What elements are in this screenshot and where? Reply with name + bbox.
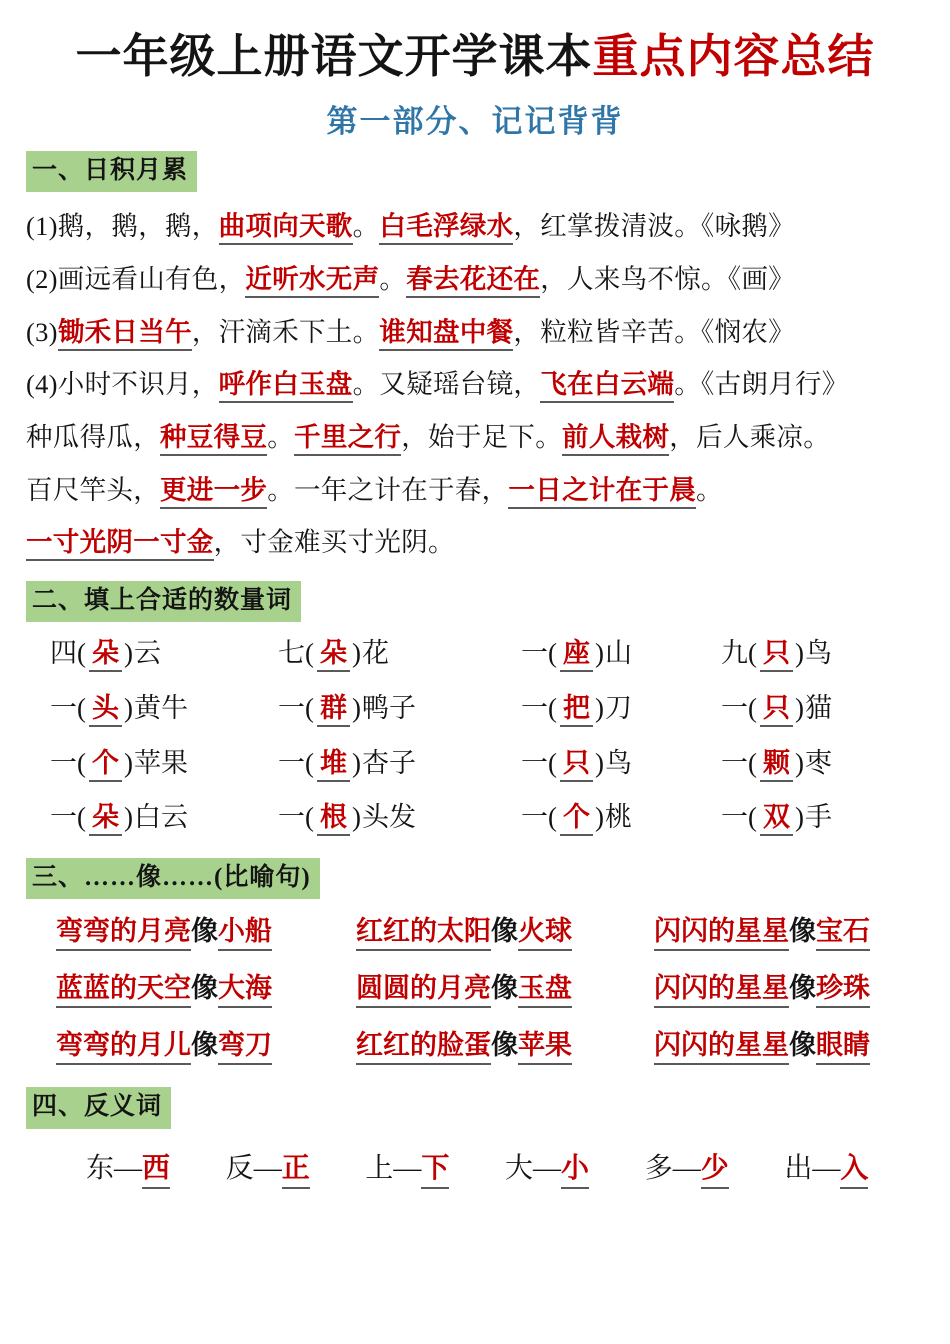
simile-subject: 闪闪的星星 — [654, 1030, 789, 1065]
quantity-number: 一 — [50, 692, 77, 723]
plain-text: 。 — [267, 421, 295, 452]
quantity-number: 一 — [721, 692, 748, 723]
measure-word-answer: 群 — [317, 693, 350, 727]
section-antonyms — [26, 1087, 924, 1184]
page-title-black: 一年级上册语文开学课本 — [75, 31, 593, 82]
simile-item — [356, 917, 654, 947]
simile-item — [654, 917, 914, 947]
paren-open: ( — [77, 747, 87, 778]
plain-text: 。《古朗月行》 — [674, 369, 849, 400]
simile-connector: 像 — [191, 916, 218, 947]
section-3-heading: 三、……像……(比喻句) — [26, 858, 320, 899]
measure-word-grid — [26, 622, 924, 858]
measure-word-item — [521, 749, 721, 779]
paren-open: ( — [548, 802, 558, 833]
measure-word-answer: 根 — [317, 802, 350, 836]
quantity-number: 一 — [521, 802, 548, 833]
plain-text: 种瓜得瓜， — [26, 421, 160, 452]
simile-object: 珍珠 — [816, 973, 870, 1008]
antonym-separator: — — [114, 1152, 143, 1184]
highlighted-phrase: 千里之行 — [294, 422, 401, 456]
antonym-right: 入 — [840, 1153, 868, 1189]
antonym-right: 少 — [701, 1153, 729, 1189]
poem-line — [26, 528, 924, 581]
quantity-number: 一 — [278, 802, 305, 833]
plain-text: ，人来鸟不惊。《画》 — [540, 263, 795, 294]
plain-text: 。 — [379, 263, 407, 294]
paren-open: ( — [548, 638, 558, 669]
page-subtitle: 第一部分、记记背背 — [326, 104, 624, 139]
antonym-pair — [645, 1154, 785, 1185]
measure-word-item — [721, 694, 901, 724]
measure-word-noun: 云 — [134, 638, 161, 669]
measure-word-answer: 双 — [760, 802, 793, 836]
plain-text: 百尺竿头， — [26, 474, 160, 505]
paren-close: ) — [352, 692, 362, 723]
antonym-pair — [784, 1154, 924, 1185]
measure-word-item — [26, 749, 278, 779]
measure-word-item — [521, 639, 721, 669]
paren-open: ( — [748, 692, 758, 723]
simile-grid — [26, 899, 924, 1087]
simile-subject: 蓝蓝的天空 — [56, 973, 191, 1008]
plain-text: 。一年之计在于春， — [267, 474, 509, 505]
paren-close: ) — [795, 802, 805, 833]
measure-word-noun: 猫 — [805, 692, 832, 723]
measure-word-item — [26, 694, 278, 724]
simile-item — [356, 1031, 654, 1061]
measure-word-answer: 朵 — [89, 638, 122, 672]
section-2-heading-wrap — [26, 581, 924, 622]
page-title — [26, 0, 924, 80]
antonym-separator: — — [253, 1152, 282, 1184]
poem-line — [26, 318, 924, 371]
measure-word-item — [26, 803, 278, 833]
simile-object: 火球 — [518, 916, 572, 951]
plain-text: ，始于足下。 — [401, 421, 563, 452]
measure-word-noun: 手 — [805, 802, 832, 833]
measure-word-item — [278, 694, 521, 724]
antonym-left: 大 — [505, 1152, 534, 1184]
poem-line — [26, 265, 924, 318]
antonym-left: 上 — [365, 1152, 394, 1184]
paren-open: ( — [305, 638, 315, 669]
paren-close: ) — [124, 638, 134, 669]
simile-object: 大海 — [218, 973, 272, 1008]
measure-word-row — [26, 694, 924, 749]
plain-text: 。 — [696, 474, 723, 505]
poem-line — [26, 370, 924, 423]
section-4-heading: 四、反义词 — [26, 1087, 171, 1128]
simile-connector: 像 — [491, 916, 518, 947]
measure-word-answer: 只 — [760, 638, 793, 672]
simile-connector: 像 — [191, 1029, 218, 1060]
measure-word-row — [26, 639, 924, 694]
section-1-heading: 一、日积月累 — [26, 151, 197, 192]
highlighted-phrase: 锄禾日当午 — [58, 317, 192, 351]
paren-close: ) — [124, 692, 134, 723]
quantity-number: 一 — [278, 747, 305, 778]
simile-object: 小船 — [218, 916, 272, 951]
measure-word-answer: 朵 — [317, 638, 350, 672]
quantity-number: 一 — [50, 802, 77, 833]
paren-close: ) — [595, 802, 605, 833]
plain-text: ，寸金难买寸光阴。 — [213, 527, 455, 558]
antonym-left: 多 — [644, 1152, 673, 1184]
antonym-separator: — — [812, 1152, 841, 1184]
paren-close: ) — [795, 692, 805, 723]
simile-row — [26, 917, 924, 974]
quantity-number: 一 — [721, 747, 748, 778]
paren-close: ) — [595, 638, 605, 669]
antonym-left: 反 — [225, 1152, 254, 1184]
simile-object: 宝石 — [816, 916, 870, 951]
paren-open: ( — [305, 747, 315, 778]
section-daily-accumulation — [26, 151, 924, 581]
quantity-number: 一 — [521, 692, 548, 723]
measure-word-noun: 杏子 — [362, 747, 416, 778]
measure-word-noun: 头发 — [362, 802, 416, 833]
paren-close: ) — [352, 802, 362, 833]
paren-close: ) — [595, 747, 605, 778]
measure-word-answer: 座 — [560, 638, 593, 672]
antonym-separator: — — [393, 1152, 422, 1184]
quantity-number: 七 — [278, 638, 305, 669]
simile-connector: 像 — [789, 916, 816, 947]
measure-word-item — [721, 803, 901, 833]
quantity-number: 一 — [721, 802, 748, 833]
measure-word-answer: 朵 — [89, 802, 122, 836]
measure-word-answer: 颗 — [760, 748, 793, 782]
paren-open: ( — [305, 802, 315, 833]
plain-text: 。 — [352, 211, 380, 242]
measure-word-row — [26, 803, 924, 858]
plain-text: (2)画远看山有色， — [26, 263, 246, 294]
poem-line — [26, 476, 924, 529]
simile-item — [654, 1031, 914, 1061]
measure-word-answer: 头 — [89, 693, 122, 727]
plain-text: 。又疑瑶台镜， — [352, 369, 541, 400]
antonym-pair — [505, 1154, 645, 1185]
highlighted-phrase: 春去花还在 — [406, 264, 540, 298]
measure-word-item — [521, 694, 721, 724]
simile-connector: 像 — [789, 1029, 816, 1060]
paren-open: ( — [548, 692, 558, 723]
paren-open: ( — [305, 692, 315, 723]
highlighted-phrase: 呼作白玉盘 — [219, 369, 353, 403]
antonym-right: 小 — [561, 1153, 589, 1189]
simile-subject: 弯弯的月亮 — [56, 916, 191, 951]
measure-word-item — [721, 749, 901, 779]
measure-word-row — [26, 749, 924, 804]
plain-text: (3) — [26, 316, 58, 347]
paren-open: ( — [77, 638, 87, 669]
simile-object: 苹果 — [518, 1030, 572, 1065]
simile-subject: 红红的脸蛋 — [356, 1030, 491, 1065]
measure-word-item — [26, 639, 278, 669]
simile-object: 眼睛 — [816, 1030, 870, 1065]
page-title-red: 重点内容总结 — [592, 31, 875, 82]
poem-line — [26, 423, 924, 476]
section-4-heading-wrap — [26, 1087, 924, 1128]
antonym-separator: — — [672, 1152, 701, 1184]
section-measure-words — [26, 581, 924, 858]
highlighted-phrase: 种豆得豆 — [160, 422, 267, 456]
paren-close: ) — [795, 747, 805, 778]
measure-word-noun: 鸟 — [605, 747, 632, 778]
antonym-pair — [86, 1154, 226, 1185]
highlighted-phrase: 更进一步 — [160, 475, 267, 509]
measure-word-noun: 鸟 — [805, 638, 832, 669]
paren-open: ( — [77, 692, 87, 723]
simile-row — [26, 974, 924, 1031]
simile-item — [26, 974, 356, 1004]
measure-word-item — [278, 749, 521, 779]
simile-row — [26, 1031, 924, 1088]
simile-subject: 闪闪的星星 — [654, 973, 789, 1008]
simile-connector: 像 — [491, 972, 518, 1003]
highlighted-phrase: 飞在白云端 — [540, 369, 674, 403]
plain-text: (1)鹅，鹅，鹅， — [26, 211, 219, 242]
measure-word-noun: 桃 — [605, 802, 632, 833]
antonym-pair — [365, 1154, 505, 1185]
paren-close: ) — [352, 747, 362, 778]
antonym-pair — [226, 1154, 366, 1185]
quantity-number: 一 — [50, 747, 77, 778]
measure-word-answer: 只 — [760, 693, 793, 727]
section-1-heading-wrap — [26, 151, 924, 192]
measure-word-noun: 白云 — [134, 802, 188, 833]
quantity-number: 九 — [721, 638, 748, 669]
paren-close: ) — [795, 638, 805, 669]
measure-word-noun: 山 — [605, 638, 632, 669]
measure-word-item — [278, 639, 521, 669]
antonym-row — [26, 1129, 924, 1185]
highlighted-phrase: 近听水无声 — [245, 264, 379, 298]
measure-word-noun: 黄牛 — [134, 692, 188, 723]
plain-text: ，后人乘凉。 — [669, 421, 831, 452]
measure-word-noun: 刀 — [605, 692, 632, 723]
antonym-right: 正 — [282, 1153, 310, 1189]
poem-line-list — [26, 192, 924, 581]
paren-open: ( — [748, 747, 758, 778]
simile-item — [654, 974, 914, 1004]
plain-text: ，汗滴禾下土。 — [191, 316, 380, 347]
simile-object: 玉盘 — [518, 973, 572, 1008]
antonym-left: 出 — [784, 1152, 813, 1184]
simile-item — [356, 974, 654, 1004]
measure-word-answer: 堆 — [317, 748, 350, 782]
plain-text: ，粒粒皆辛苦。《悯农》 — [513, 316, 795, 347]
measure-word-noun: 花 — [362, 638, 389, 669]
section-similes — [26, 858, 924, 1087]
measure-word-noun: 枣 — [805, 747, 832, 778]
antonym-right: 西 — [142, 1153, 170, 1189]
measure-word-item — [721, 639, 901, 669]
measure-word-noun: 鸭子 — [362, 692, 416, 723]
paren-close: ) — [352, 638, 362, 669]
paren-open: ( — [748, 802, 758, 833]
antonym-separator: — — [533, 1152, 562, 1184]
simile-connector: 像 — [191, 972, 218, 1003]
simile-object: 弯刀 — [218, 1030, 272, 1065]
antonym-right: 下 — [421, 1153, 449, 1189]
measure-word-noun: 苹果 — [134, 747, 188, 778]
highlighted-phrase: 白毛浮绿水 — [379, 211, 513, 245]
antonym-left: 东 — [86, 1152, 115, 1184]
measure-word-answer: 只 — [560, 748, 593, 782]
poem-line — [26, 212, 924, 265]
measure-word-answer: 个 — [560, 802, 593, 836]
simile-item — [26, 1031, 356, 1061]
highlighted-phrase: 前人栽树 — [562, 422, 669, 456]
measure-word-item — [278, 803, 521, 833]
plain-text: ，红掌拨清波。《咏鹅》 — [513, 211, 795, 242]
simile-connector: 像 — [789, 972, 816, 1003]
highlighted-phrase: 曲项向天歌 — [219, 211, 353, 245]
paren-open: ( — [548, 747, 558, 778]
highlighted-phrase: 一日之计在于晨 — [508, 475, 696, 509]
plain-text: (4)小时不识月， — [26, 369, 219, 400]
quantity-number: 一 — [521, 747, 548, 778]
simile-subject: 弯弯的月儿 — [56, 1030, 191, 1065]
section-3-heading-wrap — [26, 858, 924, 899]
simile-item — [26, 917, 356, 947]
paren-open: ( — [748, 638, 758, 669]
section-2-heading: 二、填上合适的数量词 — [26, 581, 301, 622]
quantity-number: 一 — [278, 692, 305, 723]
measure-word-answer: 把 — [560, 693, 593, 727]
paren-open: ( — [77, 802, 87, 833]
paren-close: ) — [124, 802, 134, 833]
measure-word-item — [521, 803, 721, 833]
simile-subject: 红红的太阳 — [356, 916, 491, 951]
highlighted-phrase: 一寸光阴一寸金 — [26, 527, 214, 561]
quantity-number: 一 — [521, 638, 548, 669]
simile-subject: 圆圆的月亮 — [356, 973, 491, 1008]
highlighted-phrase: 谁知盘中餐 — [379, 317, 513, 351]
quantity-number: 四 — [50, 638, 77, 669]
paren-close: ) — [124, 747, 134, 778]
simile-subject: 闪闪的星星 — [654, 916, 789, 951]
simile-connector: 像 — [491, 1029, 518, 1060]
measure-word-answer: 个 — [89, 748, 122, 782]
paren-close: ) — [595, 692, 605, 723]
